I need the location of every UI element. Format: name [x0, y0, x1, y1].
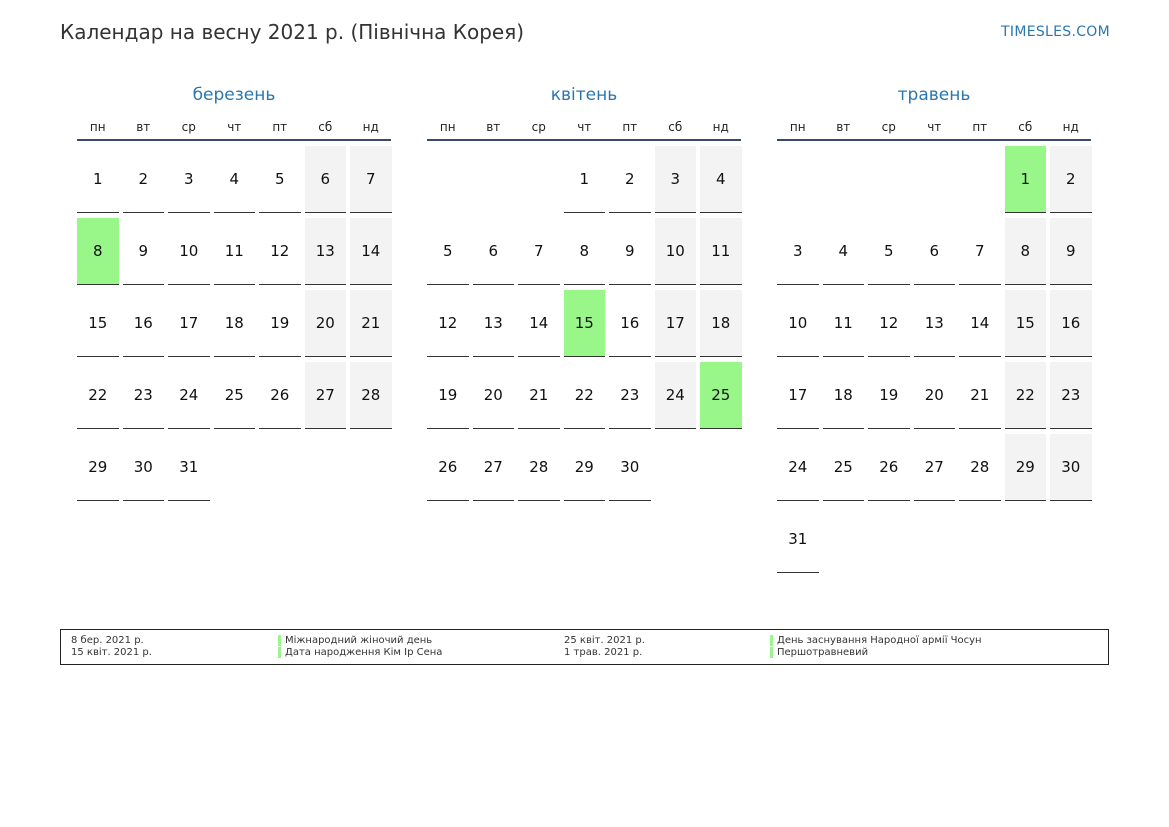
day-cell[interactable]: 22	[564, 362, 606, 429]
day-cell[interactable]: 19	[259, 290, 301, 357]
day-cell[interactable]: 17	[655, 290, 697, 357]
day-cell[interactable]: 3	[168, 146, 210, 213]
page-title: Календар на весну 2021 р. (Північна Корея)	[60, 20, 525, 44]
weekday-label: нд	[712, 120, 729, 134]
day-cell[interactable]: 4	[214, 146, 256, 213]
weekday-label: сб	[668, 120, 683, 134]
weekday-label: нд	[362, 120, 379, 134]
weekday-label: ср	[881, 120, 896, 134]
day-cell[interactable]: 20	[914, 362, 956, 429]
day-cell[interactable]: 18	[214, 290, 256, 357]
legend-marker	[278, 647, 281, 658]
day-cell[interactable]: 7	[518, 218, 560, 285]
empty-cell	[914, 146, 956, 213]
weekday-header	[427, 119, 741, 141]
legend-name: День заснування Народної армії Чосун	[777, 635, 982, 646]
day-cell[interactable]: 2	[123, 146, 165, 213]
weekday-label: ср	[181, 120, 196, 134]
day-cell[interactable]: 21	[350, 290, 392, 357]
day-cell[interactable]: 26	[259, 362, 301, 429]
day-cell[interactable]: 25	[823, 434, 865, 501]
days-grid	[777, 146, 1091, 573]
site-link[interactable]: TIMESLES.COM	[1001, 24, 1110, 40]
day-cell[interactable]: 31	[777, 506, 819, 573]
day-cell[interactable]: 6	[914, 218, 956, 285]
day-cell[interactable]: 28	[350, 362, 392, 429]
day-cell[interactable]: 5	[868, 218, 910, 285]
legend-name: Першотравневий	[777, 647, 869, 658]
day-cell[interactable]: 26	[868, 434, 910, 501]
month-march	[77, 84, 391, 501]
weekday-label: пн	[789, 120, 806, 134]
holiday-legend	[60, 629, 1109, 665]
day-cell[interactable]: 6	[305, 146, 347, 213]
empty-cell	[777, 146, 819, 213]
day-cell[interactable]: 23	[1050, 362, 1092, 429]
day-cell[interactable]: 16	[123, 290, 165, 357]
day-cell[interactable]: 9	[1050, 218, 1092, 285]
day-cell[interactable]: 13	[473, 290, 515, 357]
day-cell[interactable]: 21	[959, 362, 1001, 429]
legend-date: 25 квіт. 2021 р.	[564, 635, 645, 646]
day-cell[interactable]: 30	[609, 434, 651, 501]
legend-date: 8 бер. 2021 р.	[71, 635, 144, 646]
day-cell[interactable]: 19	[868, 362, 910, 429]
holiday-day-cell[interactable]: 25	[700, 362, 742, 429]
day-cell[interactable]: 24	[777, 434, 819, 501]
day-cell[interactable]: 14	[959, 290, 1001, 357]
day-cell[interactable]: 28	[959, 434, 1001, 501]
empty-cell	[868, 146, 910, 213]
day-cell[interactable]: 3	[655, 146, 697, 213]
day-cell[interactable]: 21	[518, 362, 560, 429]
weekday-label: пн	[439, 120, 456, 134]
empty-cell	[823, 146, 865, 213]
weekday-label: сб	[318, 120, 333, 134]
weekday-label: чт	[927, 120, 942, 134]
day-cell[interactable]: 27	[914, 434, 956, 501]
legend-name: Міжнародний жіночий день	[285, 635, 433, 646]
weekday-label: чт	[227, 120, 242, 134]
day-cell[interactable]: 29	[1005, 434, 1047, 501]
day-cell[interactable]: 8	[1005, 218, 1047, 285]
weekday-header	[777, 119, 1091, 141]
day-cell[interactable]: 10	[168, 218, 210, 285]
holiday-day-cell[interactable]: 8	[77, 218, 119, 285]
day-cell[interactable]: 4	[823, 218, 865, 285]
holiday-day-cell[interactable]: 1	[1005, 146, 1047, 213]
day-cell[interactable]: 9	[123, 218, 165, 285]
weekday-label: пн	[89, 120, 106, 134]
legend-marker	[770, 647, 773, 658]
day-cell[interactable]: 7	[959, 218, 1001, 285]
day-cell[interactable]: 16	[1050, 290, 1092, 357]
month-april	[427, 84, 741, 501]
day-cell[interactable]: 14	[518, 290, 560, 357]
day-cell[interactable]: 7	[350, 146, 392, 213]
day-cell[interactable]: 10	[777, 290, 819, 357]
weekday-label: вт	[836, 120, 851, 134]
day-cell[interactable]: 19	[427, 362, 469, 429]
day-cell[interactable]: 29	[77, 434, 119, 501]
weekday-header	[77, 119, 391, 141]
day-cell[interactable]: 31	[168, 434, 210, 501]
day-cell[interactable]: 3	[777, 218, 819, 285]
days-grid	[77, 146, 391, 501]
month-name: квітень	[550, 85, 618, 105]
weekday-label: нд	[1062, 120, 1079, 134]
day-cell[interactable]: 2	[609, 146, 651, 213]
weekday-label: вт	[486, 120, 501, 134]
day-cell[interactable]: 14	[350, 218, 392, 285]
day-cell[interactable]: 11	[700, 218, 742, 285]
day-cell[interactable]: 5	[427, 218, 469, 285]
days-grid	[427, 146, 741, 501]
day-cell[interactable]: 29	[564, 434, 606, 501]
month-name: травень	[897, 85, 971, 105]
day-cell[interactable]: 17	[168, 290, 210, 357]
day-cell[interactable]: 27	[305, 362, 347, 429]
holiday-day-cell[interactable]: 15	[564, 290, 606, 357]
weekday-label: сб	[1018, 120, 1033, 134]
day-cell[interactable]: 15	[1005, 290, 1047, 357]
day-cell[interactable]: 12	[868, 290, 910, 357]
day-cell[interactable]: 8	[564, 218, 606, 285]
day-cell[interactable]: 30	[1050, 434, 1092, 501]
month-name: березень	[192, 85, 276, 105]
day-cell[interactable]: 30	[123, 434, 165, 501]
day-cell[interactable]: 13	[914, 290, 956, 357]
day-cell[interactable]: 1	[564, 146, 606, 213]
day-cell[interactable]: 6	[473, 218, 515, 285]
empty-cell	[518, 146, 560, 213]
day-cell[interactable]: 5	[259, 146, 301, 213]
day-cell[interactable]: 2	[1050, 146, 1092, 213]
day-cell[interactable]: 28	[518, 434, 560, 501]
day-cell[interactable]: 27	[473, 434, 515, 501]
empty-cell	[473, 146, 515, 213]
day-cell[interactable]: 23	[123, 362, 165, 429]
day-cell[interactable]: 10	[655, 218, 697, 285]
day-cell[interactable]: 24	[168, 362, 210, 429]
day-cell[interactable]: 12	[259, 218, 301, 285]
day-cell[interactable]: 13	[305, 218, 347, 285]
day-cell[interactable]: 15	[77, 290, 119, 357]
day-cell[interactable]: 22	[77, 362, 119, 429]
legend-name: Дата народження Кім Ір Сена	[285, 647, 443, 658]
day-cell[interactable]: 18	[700, 290, 742, 357]
weekday-label: пт	[972, 120, 988, 134]
legend-date: 1 трав. 2021 р.	[564, 647, 643, 658]
day-cell[interactable]: 22	[1005, 362, 1047, 429]
day-cell[interactable]: 16	[609, 290, 651, 357]
legend-marker	[278, 635, 281, 646]
day-cell[interactable]: 20	[305, 290, 347, 357]
day-cell[interactable]: 12	[427, 290, 469, 357]
day-cell[interactable]: 4	[700, 146, 742, 213]
day-cell[interactable]: 25	[214, 362, 256, 429]
weekday-label: ср	[531, 120, 546, 134]
day-cell[interactable]: 18	[823, 362, 865, 429]
weekday-label: пт	[622, 120, 638, 134]
day-cell[interactable]: 26	[427, 434, 469, 501]
day-cell[interactable]: 11	[214, 218, 256, 285]
legend-date: 15 квіт. 2021 р.	[71, 647, 152, 658]
day-cell[interactable]: 24	[655, 362, 697, 429]
weekday-label: чт	[577, 120, 592, 134]
day-cell[interactable]: 20	[473, 362, 515, 429]
day-cell[interactable]: 17	[777, 362, 819, 429]
day-cell[interactable]: 1	[77, 146, 119, 213]
month-may	[777, 84, 1091, 573]
empty-cell	[959, 146, 1001, 213]
day-cell[interactable]: 11	[823, 290, 865, 357]
legend-marker	[770, 635, 773, 646]
day-cell[interactable]: 23	[609, 362, 651, 429]
day-cell[interactable]: 9	[609, 218, 651, 285]
weekday-label: вт	[136, 120, 151, 134]
weekday-label: пт	[272, 120, 288, 134]
empty-cell	[427, 146, 469, 213]
